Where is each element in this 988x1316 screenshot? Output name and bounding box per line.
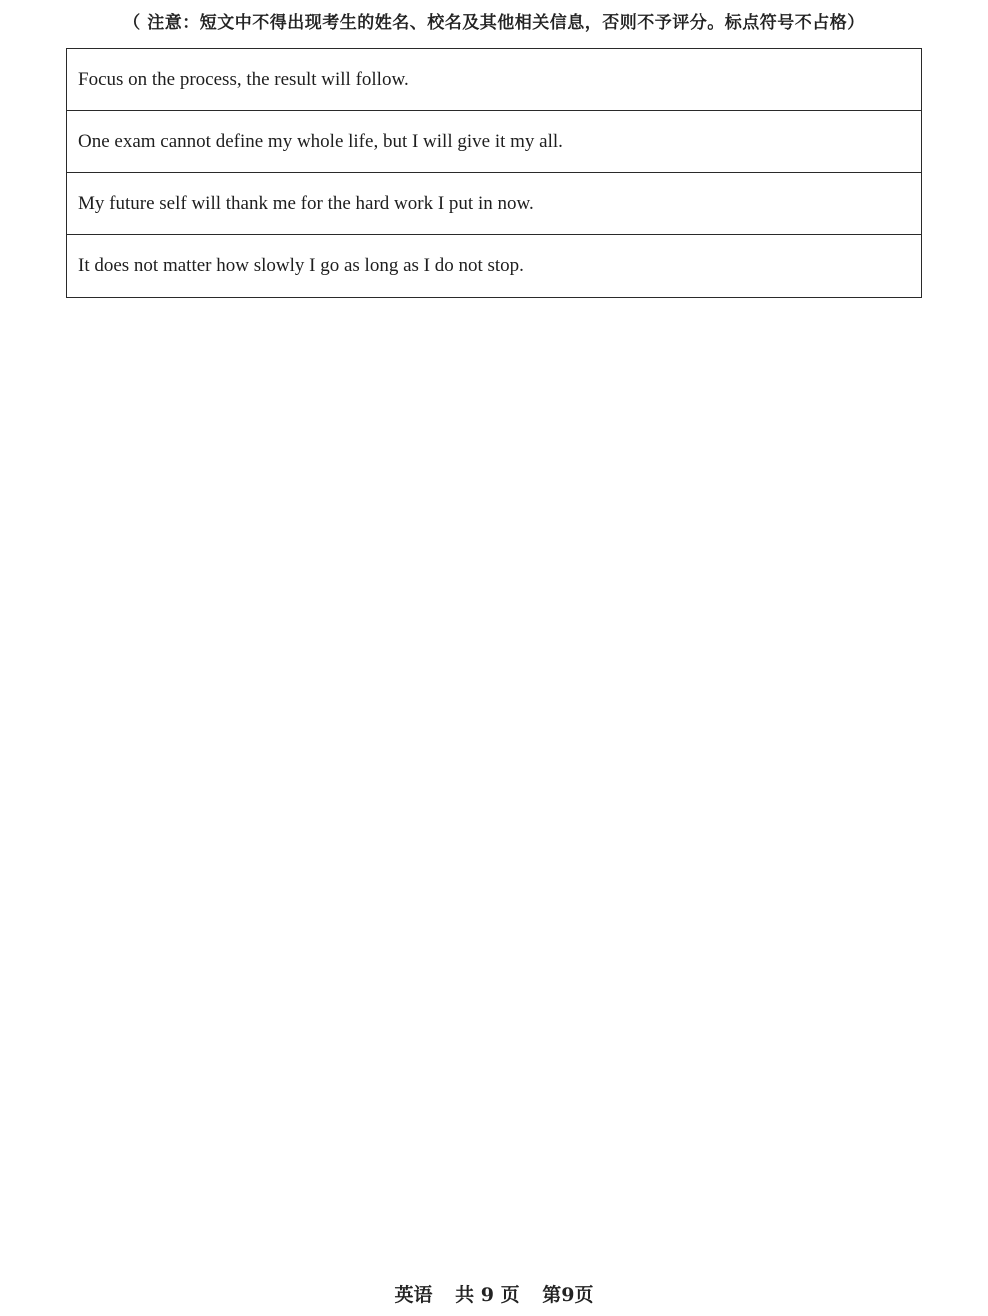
answer-line-text: Focus on the process, the result will follow. [78, 68, 409, 90]
answer-line [67, 235, 921, 297]
footer-current-page: 第9页 [542, 1284, 594, 1306]
footer-total-pages: 共 9 页 [455, 1284, 520, 1306]
footer-subject: 英语 [394, 1284, 433, 1306]
answer-box [66, 48, 922, 298]
answer-line [67, 49, 921, 111]
answer-line-text: My future self will thank me for the hard work I put in now. [78, 192, 534, 214]
answer-line-text: One exam cannot define my whole life, but I will give it my all. [78, 130, 563, 152]
answer-line [67, 173, 921, 235]
notice-text: （ 注意：短文中不得出现考生的姓名、校名及其他相关信息，否则不予评分。标点符号不占格） [123, 13, 865, 33]
answer-line-text: It does not matter how slowly I go as long as I do not stop. [78, 255, 524, 276]
page-footer [0, 1280, 988, 1307]
answer-line [67, 111, 921, 173]
